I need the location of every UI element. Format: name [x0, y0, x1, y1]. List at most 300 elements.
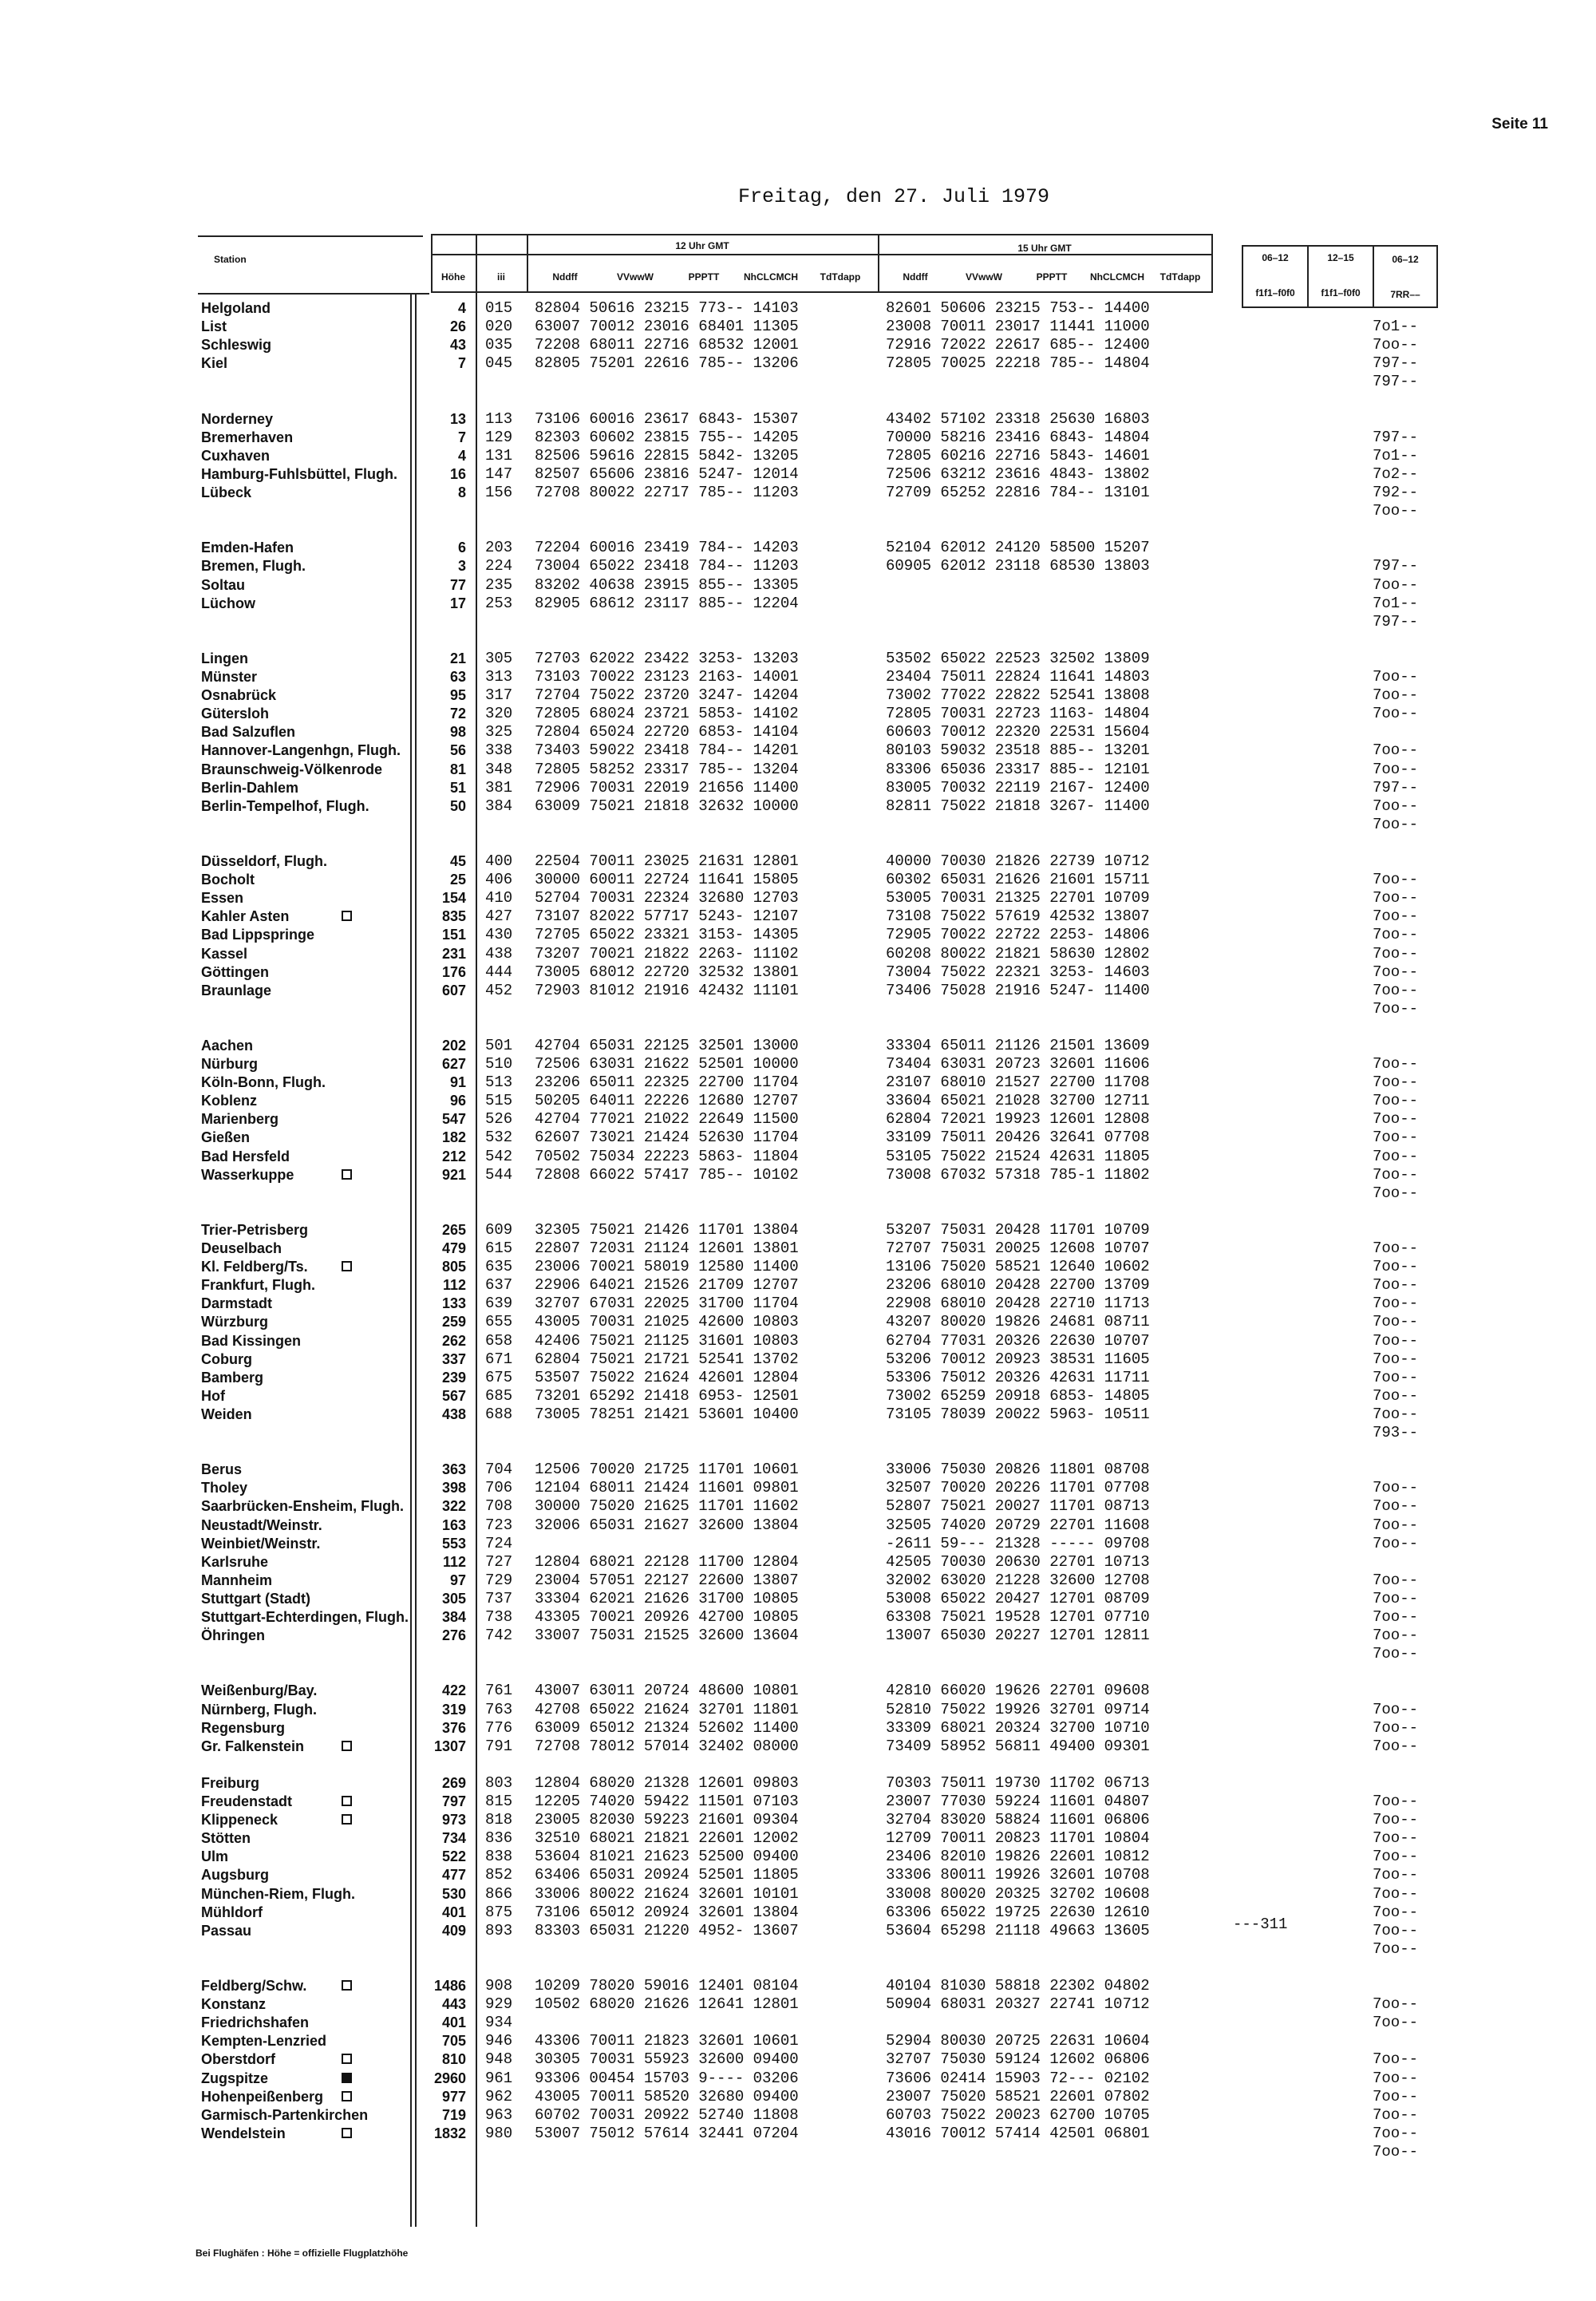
obs-12utc: 73201 65292 21418 6953- 12501 [535, 1387, 799, 1405]
station-name: Weißenburg/Bay. [201, 1682, 318, 1698]
station-name: Augsburg [201, 1867, 269, 1883]
obs-15utc: 32704 83020 58824 11601 06806 [886, 1811, 1150, 1829]
table-row [0, 354, 1596, 373]
obs-15utc: 60603 70012 22320 22531 15604 [886, 723, 1150, 741]
obs-15utc: 80103 59032 23518 885-- 13201 [886, 741, 1150, 759]
station-name: Norderney [201, 411, 274, 427]
obs-12utc: 12804 68020 21328 12601 09803 [535, 1774, 799, 1792]
obs-12utc: 43305 70021 20926 42700 10805 [535, 1608, 799, 1626]
obs-12utc: 42704 77021 21022 22649 11500 [535, 1110, 799, 1128]
obs-12utc: 63009 75021 21818 32632 10000 [535, 797, 799, 815]
precip-code: 7oo-- [1373, 1110, 1419, 1128]
obs-12utc: 33304 62021 21626 31700 10805 [535, 1590, 799, 1607]
obs-15utc: 60905 62012 23118 68530 13803 [886, 557, 1150, 575]
table-row [0, 1885, 1596, 1904]
station-index: 838 [485, 1848, 513, 1865]
obs-12utc: 43007 63011 20724 48600 10801 [535, 1682, 799, 1699]
station-height: 21 [449, 650, 466, 666]
precip-code: 7oo-- [1373, 907, 1419, 925]
page-title: Freitag, den 27. Juli 1979 [737, 185, 1050, 208]
station-index: 675 [485, 1369, 513, 1386]
obs-15utc: 53502 65022 22523 32502 13809 [886, 650, 1150, 667]
obs-15utc: 23008 70011 23017 11441 11000 [886, 318, 1150, 335]
station-index: 866 [485, 1885, 513, 1903]
obs-15utc: 63306 65022 19725 22630 12610 [886, 1904, 1150, 1921]
precip-code: 7oo-- [1373, 1055, 1419, 1073]
precip-code: 7oo-- [1373, 1350, 1419, 1368]
station-height: 376 [441, 1720, 466, 1736]
precip-code: 7oo-- [1373, 2106, 1419, 2124]
rule [431, 234, 1213, 235]
g12-col-tdtdapp: TdTdapp [820, 271, 861, 283]
obs-15utc: 83306 65036 23317 885-- 12101 [886, 761, 1150, 778]
zugspitze-note: ---311 [1233, 1916, 1288, 1933]
table-row [0, 539, 1596, 557]
obs-15utc: 73404 63031 20723 32601 11606 [886, 1055, 1150, 1073]
obs-15utc: 32002 63020 21228 32600 12708 [886, 1572, 1150, 1589]
obs-12utc: 42708 65022 21624 32701 11801 [535, 1701, 799, 1718]
station-height: 4 [457, 300, 466, 316]
station-index: 317 [485, 686, 513, 704]
station-height: 607 [441, 982, 466, 998]
table-row [0, 1516, 1596, 1535]
obs-12utc: 10502 68020 21626 12641 12801 [535, 1995, 799, 2013]
table-row [0, 1092, 1596, 1110]
g12-col-nddff: Nddff [552, 271, 578, 283]
obs-15utc: 22908 68010 20428 22710 11713 [886, 1295, 1150, 1312]
table-row [0, 1148, 1596, 1166]
precip-code: 7oo-- [1373, 2070, 1419, 2087]
precip-code: 7oo-- [1373, 1608, 1419, 1626]
square-icon [342, 1796, 352, 1806]
square-icon [342, 911, 352, 921]
obs-12utc: 72804 65024 22720 6853- 14104 [535, 723, 799, 741]
station-index: 427 [485, 907, 513, 925]
page-number: Seite 11 [1491, 116, 1548, 132]
station-index: 129 [485, 429, 513, 446]
square-icon [342, 1980, 352, 1991]
station-name: Münster [201, 669, 258, 685]
station-index: 685 [485, 1387, 513, 1405]
precip-code: 7oo-- [1373, 1572, 1419, 1589]
table-row [0, 2050, 1596, 2069]
station-index: 875 [485, 1904, 513, 1921]
obs-15utc: 33304 65011 21126 21501 13609 [886, 1037, 1150, 1054]
station-height: 977 [441, 2089, 466, 2105]
table-row [0, 557, 1596, 575]
table-row [0, 299, 1596, 318]
obs-12utc: 72204 60016 23419 784-- 14203 [535, 539, 799, 556]
station-height: 63 [449, 669, 466, 685]
precip-code: 7o1-- [1373, 595, 1419, 612]
station-height: 91 [449, 1074, 466, 1090]
obs-15utc: 23206 68010 20428 22700 13709 [886, 1276, 1150, 1294]
obs-15utc: 72709 65252 22816 784-- 13101 [886, 484, 1150, 501]
station-index: 513 [485, 1073, 513, 1091]
table-row [0, 1295, 1596, 1313]
obs-15utc: 13007 65030 20227 12701 12811 [886, 1627, 1150, 1644]
obs-12utc: 50205 64011 22226 12680 12707 [535, 1092, 799, 1109]
station-height: 96 [449, 1093, 466, 1109]
station-height: 719 [441, 2107, 466, 2123]
station-height: 319 [441, 1702, 466, 1718]
station-index: 738 [485, 1608, 513, 1626]
obs-15utc: 62704 77031 20326 22630 10707 [886, 1332, 1150, 1350]
obs-12utc: 83303 65031 21220 4952- 13607 [535, 1922, 799, 1939]
table-row [0, 1000, 1596, 1018]
table-row [0, 373, 1596, 391]
obs-12utc: 93306 00454 15703 9---- 03206 [535, 2070, 799, 2087]
station-height: 305 [441, 1591, 466, 1607]
table-row [0, 871, 1596, 889]
precip-code: 7oo-- [1373, 1406, 1419, 1423]
precip-code: 7oo-- [1373, 502, 1419, 520]
precip-code: 7oo-- [1373, 1129, 1419, 1146]
station-index: 708 [485, 1497, 513, 1515]
g15-col-nddff: Nddff [903, 271, 928, 283]
station-height: 50 [449, 798, 466, 814]
obs-12utc: 73004 65022 23418 784-- 11203 [535, 557, 799, 575]
station-height: 176 [441, 964, 466, 980]
obs-12utc: 52704 70031 22324 32680 12703 [535, 889, 799, 907]
obs-12utc: 22807 72031 21124 12601 13801 [535, 1239, 799, 1257]
station-height: 438 [441, 1406, 466, 1422]
obs-15utc: 73002 65259 20918 6853- 14805 [886, 1387, 1150, 1405]
station-name: Freudenstadt [201, 1793, 293, 1809]
station-name: Lübeck [201, 484, 252, 500]
obs-15utc: -2611 59--- 21328 ----- 09708 [886, 1535, 1150, 1552]
table-row [0, 1055, 1596, 1073]
table-row [0, 447, 1596, 465]
obs-12utc: 12205 74020 59422 11501 07103 [535, 1793, 799, 1810]
station-name: Tholey [201, 1480, 248, 1496]
table-row [0, 1645, 1596, 1663]
precip-code: 7oo-- [1373, 1590, 1419, 1607]
table-row [0, 1682, 1596, 1700]
obs-15utc: 63308 75021 19528 12701 07710 [886, 1608, 1150, 1626]
precip-code: 7oo-- [1373, 1166, 1419, 1184]
table-row [0, 686, 1596, 705]
obs-15utc: 73002 77022 22822 52541 13808 [886, 686, 1150, 704]
station-height: 112 [442, 1277, 466, 1293]
precip-code: 7oo-- [1373, 1184, 1419, 1202]
obs-15utc: 82601 50606 23215 753-- 14400 [886, 299, 1150, 317]
obs-12utc: 30000 75020 21625 11701 11602 [535, 1497, 799, 1515]
g12-col-ppptt: PPPTT [688, 271, 720, 283]
precip-code: 7oo-- [1373, 1940, 1419, 1958]
table-row [0, 1129, 1596, 1147]
obs-15utc: 60703 75022 20023 62700 10705 [886, 2106, 1150, 2124]
station-name: Bremen, Flugh. [201, 558, 306, 574]
station-name: Coburg [201, 1351, 252, 1367]
precip-code: 7oo-- [1373, 741, 1419, 759]
station-index: 410 [485, 889, 513, 907]
station-name: Freiburg [201, 1775, 260, 1791]
station-index: 452 [485, 982, 513, 999]
obs-15utc: 50904 68031 20327 22741 10712 [886, 1995, 1150, 2013]
obs-12utc: 63406 65031 20924 52501 11805 [535, 1866, 799, 1884]
station-name: Hof [201, 1388, 225, 1404]
obs-12utc: 42406 75021 21125 31601 10803 [535, 1332, 799, 1350]
station-index: 934 [485, 2014, 513, 2031]
table-row [0, 2014, 1596, 2032]
station-name: Gütersloh [201, 706, 270, 722]
obs-15utc: 52104 62012 24120 58500 15207 [886, 539, 1150, 556]
obs-12utc: 60702 70031 20922 52740 11808 [535, 2106, 799, 2124]
iii-header: iii [496, 271, 505, 283]
station-name: Köln-Bonn, Flugh. [201, 1074, 326, 1090]
table-row [0, 465, 1596, 484]
station-index: 655 [485, 1313, 513, 1330]
precip-code: 7oo-- [1373, 1922, 1419, 1939]
station-index: 852 [485, 1866, 513, 1884]
obs-12utc: 73207 70021 21822 2263- 11102 [535, 945, 799, 963]
station-height: 239 [441, 1370, 466, 1386]
station-height: 530 [441, 1886, 466, 1902]
station-height: 81 [449, 761, 466, 777]
station-height: 151 [441, 927, 466, 943]
station-name: List [201, 318, 227, 334]
station-index: 526 [485, 1110, 513, 1128]
precip-code: 7oo-- [1373, 1904, 1419, 1921]
station-index: 704 [485, 1461, 513, 1478]
rule [431, 254, 1213, 255]
station-index: 147 [485, 465, 513, 483]
precip-code: 7o1-- [1373, 447, 1419, 465]
obs-12utc: 12506 70020 21725 11701 10601 [535, 1461, 799, 1478]
obs-12utc: 23006 70021 58019 12580 11400 [535, 1258, 799, 1275]
obs-12utc: 22906 64021 21526 21709 12707 [535, 1276, 799, 1294]
station-index: 637 [485, 1276, 513, 1294]
precip-code: 793-- [1373, 1424, 1419, 1441]
station-name: Osnabrück [201, 687, 277, 703]
precip-code: 7oo-- [1373, 1313, 1419, 1330]
station-height: 422 [441, 1682, 466, 1698]
table-row [0, 705, 1596, 723]
precip-code: 7oo-- [1373, 1793, 1419, 1810]
station-index: 729 [485, 1572, 513, 1589]
station-name: Mühldorf [201, 1904, 263, 1920]
station-name: Essen [201, 890, 244, 906]
r1-subheader: f1f1–f0f0 [1255, 287, 1295, 298]
obs-15utc: 33109 75011 20426 32641 07708 [886, 1129, 1150, 1146]
precip-code: 7oo-- [1373, 761, 1419, 778]
station-name: Bad Hersfeld [201, 1149, 290, 1164]
obs-12utc: 72708 80022 22717 785-- 11203 [535, 484, 799, 501]
obs-15utc: 60208 80022 21821 58630 12802 [886, 945, 1150, 963]
obs-15utc: 72805 70025 22218 785-- 14804 [886, 354, 1150, 372]
station-name: Wendelstein [201, 2125, 286, 2141]
precip-code: 7oo-- [1373, 797, 1419, 815]
obs-12utc: 62804 75021 21721 52541 13702 [535, 1350, 799, 1368]
station-name: Schleswig [201, 337, 272, 353]
obs-12utc: 82804 50616 23215 773-- 14103 [535, 299, 799, 317]
table-row [0, 1184, 1596, 1203]
obs-12utc: 82805 75201 22616 785-- 13206 [535, 354, 799, 372]
station-height: 17 [449, 595, 466, 611]
station-height: 363 [441, 1461, 466, 1477]
obs-15utc: 73409 58952 56811 49400 09301 [886, 1738, 1150, 1755]
station-name: Hohenpeißenberg [201, 2089, 324, 2105]
station-height: 398 [441, 1480, 466, 1496]
precip-code: 7oo-- [1373, 2088, 1419, 2105]
station-index: 544 [485, 1166, 513, 1184]
rule [1242, 245, 1438, 247]
station-height: 7 [457, 355, 466, 371]
station-name: Berus [201, 1461, 243, 1477]
obs-15utc: 52810 75022 19926 32701 09714 [886, 1701, 1150, 1718]
table-row [0, 318, 1596, 336]
obs-15utc: 73008 67032 57318 785-1 11802 [886, 1166, 1150, 1184]
station-index: 609 [485, 1221, 513, 1239]
table-row [0, 1037, 1596, 1055]
station-index: 156 [485, 484, 513, 501]
station-height: 6 [457, 540, 466, 555]
table-row [0, 1738, 1596, 1756]
station-index: 639 [485, 1295, 513, 1312]
precip-code: 797-- [1373, 779, 1419, 797]
obs-15utc: 72905 70022 22722 2253- 14806 [886, 926, 1150, 943]
station-height: 805 [441, 1259, 466, 1275]
table-row [0, 852, 1596, 871]
station-index: 406 [485, 871, 513, 888]
station-index: 381 [485, 779, 513, 797]
station-index: 325 [485, 723, 513, 741]
precip-code: 7oo-- [1373, 336, 1419, 354]
station-height: 269 [441, 1775, 466, 1791]
obs-12utc: 43005 70031 21025 42600 10803 [535, 1313, 799, 1330]
gmt12-header: 12 Uhr GMT [675, 240, 729, 251]
obs-15utc: 23406 82010 19826 22601 10812 [886, 1848, 1150, 1865]
station-index: 515 [485, 1092, 513, 1109]
obs-12utc: 12104 68011 21424 11601 09801 [535, 1479, 799, 1496]
table-row [0, 1073, 1596, 1092]
station-name: Düsseldorf, Flugh. [201, 853, 328, 869]
station-name: Berlin-Dahlem [201, 780, 299, 796]
table-row [0, 2106, 1596, 2125]
table-row [0, 2125, 1596, 2143]
station-height: 262 [441, 1333, 466, 1349]
station-height: 133 [441, 1295, 466, 1311]
station-name: Kahler Asten [201, 908, 290, 924]
table-row [0, 1553, 1596, 1572]
station-height: 479 [441, 1240, 466, 1256]
station-index: 615 [485, 1239, 513, 1257]
obs-12utc: 43306 70011 21823 32601 10601 [535, 2032, 799, 2050]
precip-code: 7oo-- [1373, 1811, 1419, 1829]
precip-code: 7oo-- [1373, 1148, 1419, 1165]
obs-15utc: 72805 60216 22716 5843- 14601 [886, 447, 1150, 465]
station-index: 430 [485, 926, 513, 943]
precip-code: 7oo-- [1373, 1387, 1419, 1405]
obs-15utc: 70303 75011 19730 11702 06713 [886, 1774, 1150, 1792]
station-height: 25 [449, 872, 466, 888]
obs-15utc: 73406 75028 21916 5247- 11400 [886, 982, 1150, 999]
station-height: 8 [457, 484, 466, 500]
station-height: 276 [441, 1627, 466, 1643]
table-row [0, 761, 1596, 779]
obs-12utc: 32707 67031 22025 31700 11704 [535, 1295, 799, 1312]
obs-15utc: 33309 68021 20324 32700 10710 [886, 1719, 1150, 1737]
obs-12utc: 53604 81021 21623 52500 09400 [535, 1848, 799, 1865]
station-name: Nürnberg, Flugh. [201, 1702, 317, 1718]
precip-code: 7oo-- [1373, 1258, 1419, 1275]
obs-15utc: 52904 80030 20725 22631 10604 [886, 2032, 1150, 2050]
station-name: Trier-Petrisberg [201, 1222, 309, 1238]
station-name: Weinbiet/Weinstr. [201, 1536, 321, 1552]
precip-code: 7oo-- [1373, 1848, 1419, 1865]
station-name: Aachen [201, 1038, 254, 1054]
station-height: 797 [441, 1793, 466, 1809]
obs-12utc: 72805 58252 23317 785-- 13204 [535, 761, 799, 778]
station-name: Kempten-Lenzried [201, 2033, 327, 2049]
obs-12utc: 82506 59616 22815 5842- 13205 [535, 447, 799, 465]
square-icon [342, 1741, 352, 1751]
precip-code: 797-- [1373, 613, 1419, 631]
table-row [0, 1572, 1596, 1590]
filled-square-icon [342, 2073, 352, 2083]
precip-code: 7oo-- [1373, 1829, 1419, 1847]
station-height: 973 [441, 1812, 466, 1828]
obs-15utc: 83005 70032 22119 2167- 12400 [886, 779, 1150, 797]
station-index: 946 [485, 2032, 513, 2050]
station-height: 26 [449, 318, 466, 334]
station-name: Mannheim [201, 1572, 273, 1588]
precip-code: 7oo-- [1373, 1497, 1419, 1515]
table-row [0, 926, 1596, 944]
obs-15utc: 32707 75030 59124 12602 06806 [886, 2050, 1150, 2068]
obs-12utc: 82905 68612 23117 885-- 12204 [535, 595, 799, 612]
obs-15utc: 70000 58216 23416 6843- 14804 [886, 429, 1150, 446]
precip-code: 7oo-- [1373, 1092, 1419, 1109]
station-index: 815 [485, 1793, 513, 1810]
table-row [0, 1922, 1596, 1940]
table-row [0, 595, 1596, 613]
station-height: 16 [449, 466, 466, 482]
obs-15utc: 23007 77030 59224 11601 04807 [886, 1793, 1150, 1810]
table-row [0, 1387, 1596, 1406]
g15-col-vvwww: VVwwW [965, 271, 1002, 283]
table-row [0, 1406, 1596, 1424]
obs-15utc: 43402 57102 23318 25630 16803 [886, 410, 1150, 428]
station-index: 737 [485, 1590, 513, 1607]
r2-subheader: f1f1–f0f0 [1321, 287, 1361, 298]
obs-15utc: 52807 75021 20027 11701 08713 [886, 1497, 1150, 1515]
obs-12utc: 73106 60016 23617 6843- 15307 [535, 410, 799, 428]
precip-code: 7oo-- [1373, 1073, 1419, 1091]
precip-code: 7o2-- [1373, 465, 1419, 483]
obs-15utc: 72916 72022 22617 685-- 12400 [886, 336, 1150, 354]
obs-15utc: 60302 65031 21626 21601 15711 [886, 871, 1150, 888]
hoehe-header: Höhe [441, 271, 465, 283]
table-row [0, 1424, 1596, 1442]
station-height: 322 [441, 1498, 466, 1514]
station-index: 235 [485, 576, 513, 594]
table-row [0, 1313, 1596, 1331]
station-index: 706 [485, 1479, 513, 1496]
table-row [0, 1239, 1596, 1258]
obs-15utc: 33604 65021 21028 32700 12711 [886, 1092, 1150, 1109]
obs-15utc: 53008 65022 20427 12701 08709 [886, 1590, 1150, 1607]
station-height: 163 [441, 1517, 466, 1533]
station-height: 259 [441, 1314, 466, 1330]
table-row [0, 1774, 1596, 1793]
table-row [0, 1535, 1596, 1553]
obs-15utc: 73004 75022 22321 3253- 14603 [886, 963, 1150, 981]
obs-12utc: 73005 78251 21421 53601 10400 [535, 1406, 799, 1423]
station-height: 182 [441, 1129, 466, 1145]
station-height: 1307 [433, 1738, 466, 1754]
